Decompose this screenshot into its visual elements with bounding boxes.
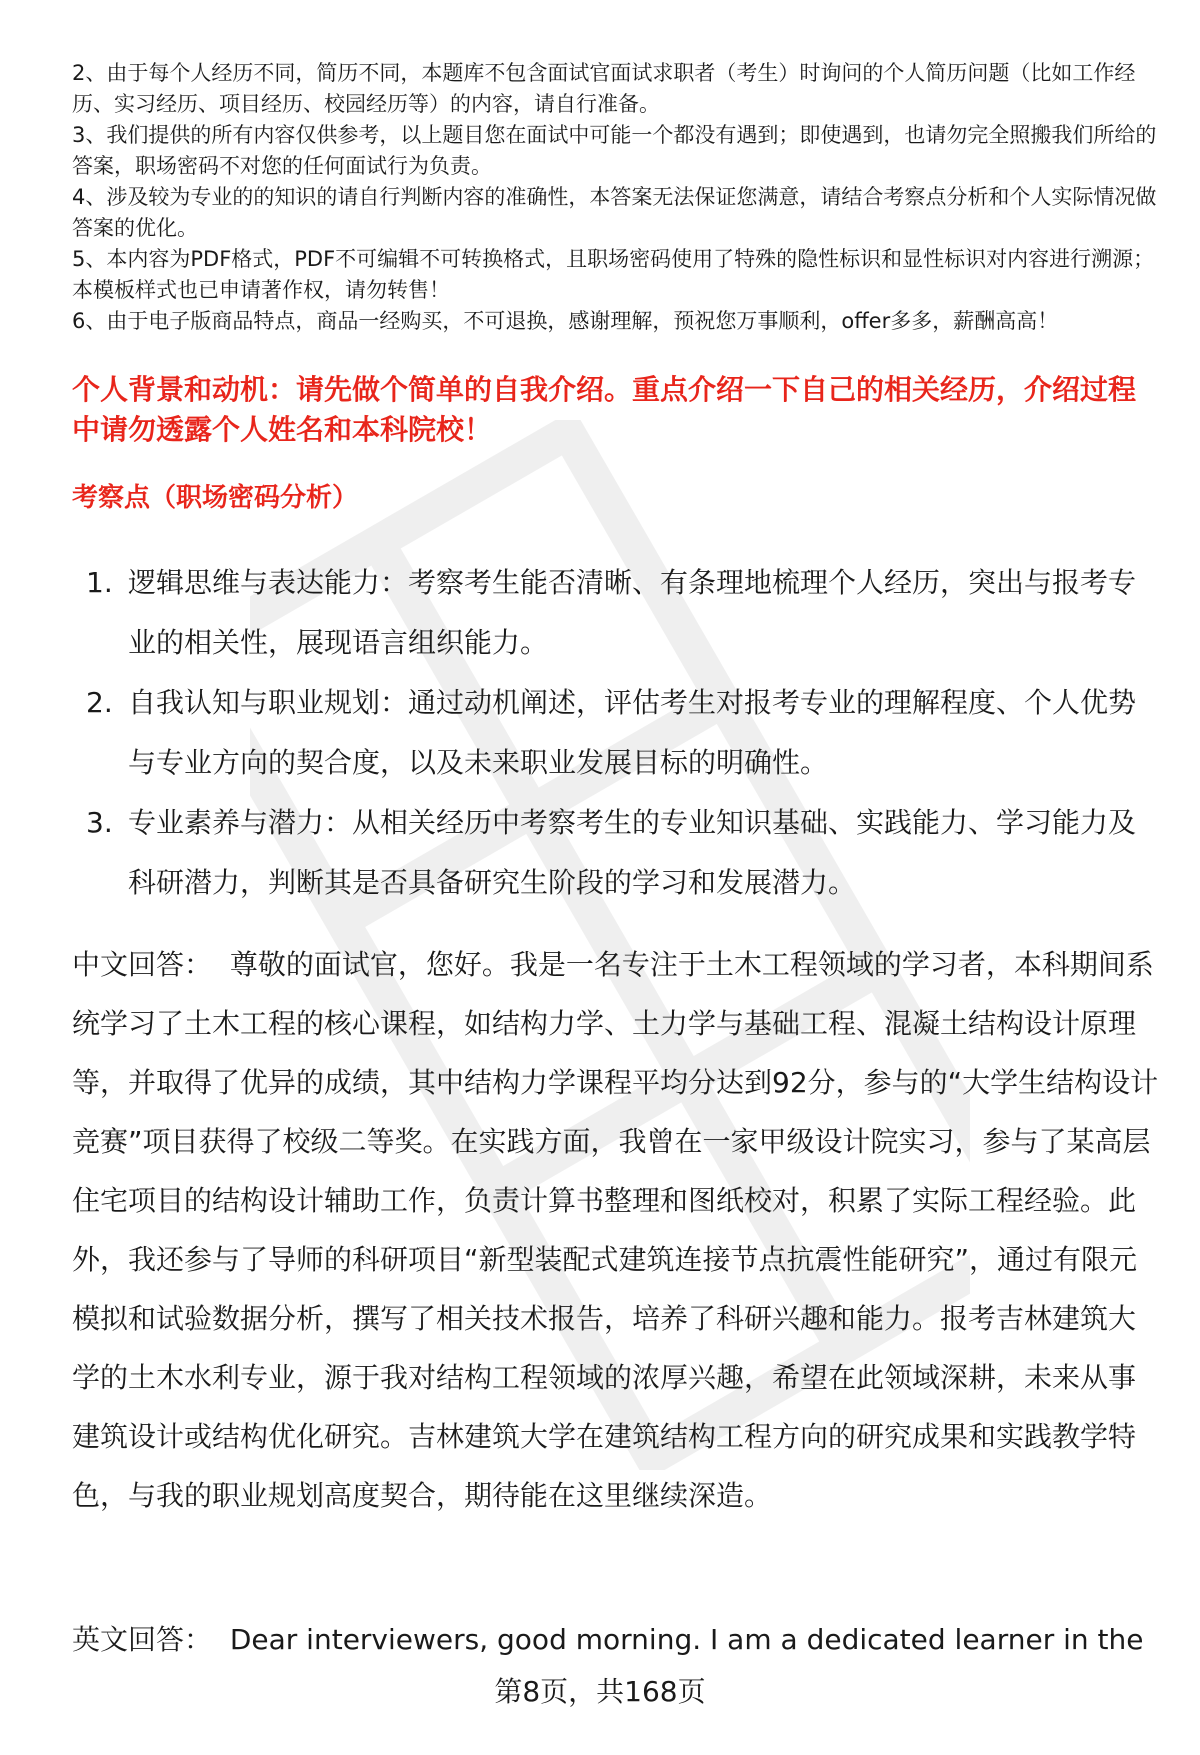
list-item — [72, 553, 1162, 673]
list-item-text: 自我认知与职业规划：通过动机阐述，评估考生对报考专业的理解程度、个人优势与专业方向的契合度，以及未来职业发展目标的明确性。 — [128, 686, 1137, 779]
list-item-text: 专业素养与潜力：从相关经历中考察考生的专业知识基础、实践能力、学习能力及科研潜力，判断其是否具备研究生阶段的学习和发展潜力。 — [128, 806, 1137, 899]
disclaimer-notes — [72, 58, 1162, 337]
list-item — [72, 673, 1162, 793]
list-item-number: 1. — [86, 566, 113, 599]
list-item-number: 3. — [86, 806, 113, 839]
assessment-points-title: 考察点（职场密码分析） — [72, 483, 359, 513]
chinese-answer-text: 尊敬的面试官，您好。我是一名专注于土木工程领域的学习者，本科期间系统学习了土木工程的核心课程，如结构力学、土力学与基础工程、混凝土结构设计原理等，并取得了优异的成绩，其中结构力学课程平均分达到92分，参与的“大学生结构设计竞赛”项目获得了校级二等奖。在实践方面，我曾在一家甲级设计院实习，参与了某高层住宅项目的结构设计辅助工作，负责计算书整理和图纸校对，积累了实际工程经验。此外，我还参与了导师的科研项目“新型装配式建筑连接节点抗震性能研究”，通过有限元模拟和试验数据分析，撰写了相关技术报告，培养了科研兴趣和能力。报考吉林建筑大学的土木水利专业，源于我对结构工程领域的浓厚兴趣，希望在此领域深耕，未来从事建筑设计或结构优化研究。吉林建筑大学在建筑结构工程方向的研究成果和实践教学特色，与我的职业规划高度契合，期待能在这里继续深造。 — [72, 948, 1159, 1512]
note-item: 3、我们提供的所有内容仅供参考，以上题目您在面试中可能一个都没有遇到；即使遇到，也请勿完全照搬我们所给的答案，职场密码不对您的任何面试行为负责。 — [72, 123, 1157, 178]
english-answer-text: Dear interviewers, good morning. I am a dedicated learner in the — [229, 1623, 1144, 1656]
list-item-text: 逻辑思维与表达能力：考察考生能否清晰、有条理地梳理个人经历，突出与报考专业的相关性，展现语言组织能力。 — [128, 566, 1137, 659]
chinese-answer-label: 中文回答： — [72, 948, 213, 981]
english-answer-label: 英文回答： — [72, 1623, 213, 1656]
list-item — [72, 793, 1162, 913]
note-item: 2、由于每个人经历不同，简历不同，本题库不包含面试官面试求职者（考生）时询问的个人简历问题（比如工作经历、实习经历、项目经历、校园经历等）的内容，请自行准备。 — [72, 61, 1136, 116]
assessment-points-list — [72, 553, 1162, 913]
question-heading: 个人背景和动机：请先做个简单的自我介绍。重点介绍一下自己的相关经历，介绍过程中请勿透露个人姓名和本科院校！ — [72, 373, 1137, 446]
note-item: 6、由于电子版商品特点，商品一经购买，不可退换，感谢理解，预祝您万事顺利，offer多多，薪酬高高！ — [72, 309, 1059, 333]
chinese-answer — [72, 935, 1162, 1525]
page-number: 第8页，共168页 — [494, 1675, 706, 1708]
list-item-number: 2. — [86, 686, 113, 719]
note-item: 5、本内容为PDF格式，PDF不可编辑不可转换格式，且职场密码使用了特殊的隐性标识和显性标识对内容进行溯源；本模板样式也已申请著作权，请勿转售！ — [72, 247, 1155, 302]
english-answer — [72, 1620, 1172, 1660]
note-item: 4、涉及较为专业的的知识的请自行判断内容的准确性，本答案无法保证您满意，请结合考察点分析和个人实际情况做答案的优化。 — [72, 185, 1157, 240]
